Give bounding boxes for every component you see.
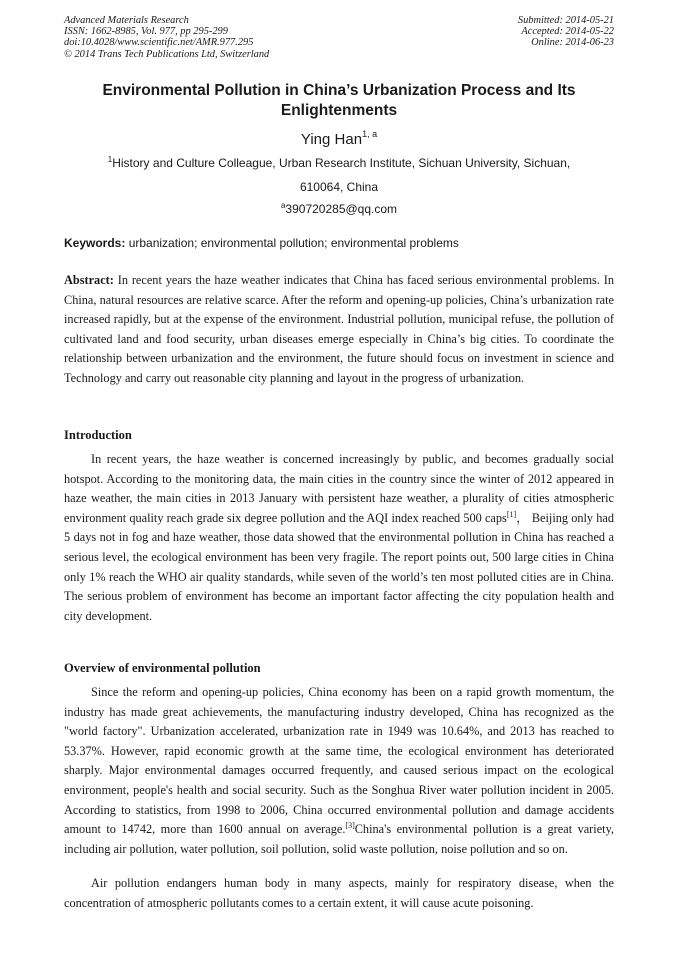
author-line — [64, 125, 614, 149]
email-superscript: a — [280, 201, 286, 210]
author-superscript: 1, a — [362, 129, 378, 139]
introduction-heading: Introduction — [64, 428, 132, 442]
intro-text-part-2: ， Beijing only had 5 days not in fog and haze weather, those data showed that the environmental pollution in China has reached a serious level, the ecological environment has been very fragile. The report points out, 500 large cities in China only 1% reach the WHO air quality standards, while seven of the world’s ten most polluted cities are in China. The serious problem of environment has become an important factor affecting the city population health and city development. — [64, 510, 615, 623]
overview-paragraph-1 — [64, 683, 614, 859]
author-email[interactable]: 390720285@qq.com — [285, 202, 398, 216]
journal-info — [64, 15, 269, 60]
copyright-line: © 2014 Trans Tech Publications Ltd, Switzerland — [64, 48, 270, 60]
online-date: Online: 2014-06-23 — [531, 37, 614, 49]
accepted-date: Accepted: 2014-05-22 — [521, 26, 614, 38]
issn-line: ISSN: 1662-8985, Vol. 977, pp 295-299 — [64, 26, 228, 38]
keywords-label: Keywords: — [64, 236, 126, 250]
affiliation-superscript: 1 — [107, 155, 113, 164]
overview-text-part-1: Since the reform and opening-up policies, China economy has been on a rapid growth momentum, the industry has made great achievements, the manufacturing industry developed, China has recognized as the "world factory". Urbanization accelerated, urbanization rate in 1949 was 10.64%, and 2013 has reached to 53.37%. However, rapid economic growth at the same time, the ecological environment has deteriorated sharply. Major environmental damages occurred frequently, and caused serious impact on the ecological environment, people's health and social security. Such as the Songhua River water pollution incident in 2005. According to statistics, from 1998 to 2006, China occurred environmental pollution and damage accidents amount to 14742, more than 1600 annual on average. — [64, 685, 614, 837]
keywords — [64, 236, 614, 250]
abstract — [64, 271, 614, 389]
affiliation-line-1: History and Culture Colleague, Urban Research Institute, Sichuan University, Sichuan, — [112, 156, 571, 170]
email-line — [64, 199, 614, 216]
affiliation — [64, 153, 614, 170]
submitted-date: Submitted: 2014-05-21 — [517, 15, 614, 26]
keywords-list: urbanization; environmental pollution; environmental problems — [125, 236, 459, 250]
paper-title — [64, 81, 614, 120]
overview-text-part-2: China's environmental pollution is a great variety, including air pollution, water pollution, soil pollution, solid waste pollution, noise pollution and so on. — [64, 822, 614, 856]
title-line-2: Enlightenments — [280, 101, 398, 119]
overview-heading: Overview of environmental pollution — [64, 661, 261, 675]
journal-name: Advanced Materials Research — [64, 15, 189, 26]
abstract-text: In recent years the haze weather indicates that China has faced serious environmental problems. In China, natural resources are relative scarce. After the reform and opening-up policies, China’s urbanization rate increased rapidly, but at the expense of the environment. Industrial pollution, municipal refuse, the pollution of cultivated land and food security, urban diseases emerge especially in China’s big cities. To coordinate the relationship between urbanization and the environment, the future should focus on investment in science and Technology and carry out reasonable city planning and layout in the progress of urbanization. — [64, 273, 614, 385]
overview-paragraph-2: Air pollution endangers human body in many aspects, mainly for respiratory disease, when the concentration of atmospheric pollutants comes to a certain extent, it will cause acute poisoning. — [64, 876, 614, 910]
introduction-paragraph — [64, 450, 614, 626]
doi-line[interactable]: doi:10.4028/www.scientific.net/AMR.977.295 — [64, 37, 254, 49]
citation-1[interactable]: [1] — [506, 509, 517, 519]
affiliation-line-2: 610064, China — [299, 180, 379, 194]
author-name: Ying Han — [300, 131, 363, 148]
intro-text-part-1: In recent years, the haze weather is concerned increasingly by public, and becomes gradually social hotspot. According to the monitoring data, the main cities in the country since the winter of 2012 appeared in haze weather, the main cities in 2013 January with persistent haze weather, a plurality of cities atmospheric environment quality reach grade six degree pollution and the AQI index reached 500 caps — [64, 452, 614, 525]
title-line-1: Environmental Pollution in China’s Urbanization Process and Its — [102, 82, 576, 99]
dates-info — [518, 15, 614, 49]
abstract-label: Abstract: — [64, 273, 114, 287]
citation-3[interactable]: [3] — [345, 821, 355, 831]
